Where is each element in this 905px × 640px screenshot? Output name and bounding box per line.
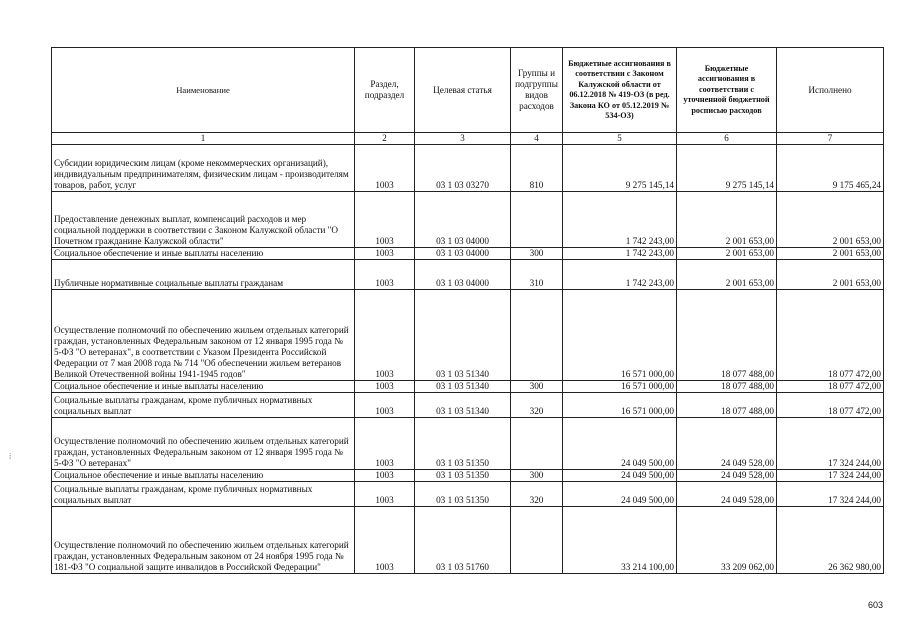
row-name: Социальное обеспечение и иные выплаты населению: [52, 470, 355, 482]
column-number: 4: [511, 133, 563, 145]
row-budget-revised: 33 209 062,00: [677, 507, 777, 574]
row-budget-law: 24 049 500,00: [563, 470, 677, 482]
row-article: 03 1 03 04000: [415, 260, 511, 290]
row-group: 320: [511, 393, 563, 418]
row-budget-revised: 2 001 653,00: [677, 192, 777, 248]
row-section: 1003: [355, 418, 415, 470]
row-group: [511, 507, 563, 574]
row-group: [511, 290, 563, 381]
row-budget-law: 24 049 500,00: [563, 418, 677, 470]
header-name: Наименование: [52, 48, 355, 133]
column-number: 1: [52, 133, 355, 145]
table-row: [52, 507, 884, 574]
row-budget-law: 1 742 243,00: [563, 260, 677, 290]
row-executed: 9 175 465,24: [777, 145, 884, 192]
row-budget-law: 24 049 500,00: [563, 482, 677, 507]
row-article: 03 1 03 51350: [415, 470, 511, 482]
row-article: 03 1 03 51350: [415, 418, 511, 470]
row-budget-law: 16 571 000,00: [563, 381, 677, 393]
column-number: 3: [415, 133, 511, 145]
row-group: 810: [511, 145, 563, 192]
scan-margin-mark: ⁞: [9, 452, 12, 461]
row-article: 03 1 03 51340: [415, 393, 511, 418]
row-budget-revised: 18 077 488,00: [677, 381, 777, 393]
row-budget-law: 16 571 000,00: [563, 290, 677, 381]
row-group: [511, 418, 563, 470]
row-section: 1003: [355, 248, 415, 260]
row-executed: 2 001 653,00: [777, 260, 884, 290]
table-row: [52, 470, 884, 482]
header-budget-revised: Бюджетные ассигнования в соответствии с уточненной бюджетной росписью расходов: [677, 48, 777, 133]
row-section: 1003: [355, 470, 415, 482]
row-section: 1003: [355, 507, 415, 574]
row-budget-revised: 2 001 653,00: [677, 248, 777, 260]
table-row: [52, 260, 884, 290]
row-section: 1003: [355, 290, 415, 381]
row-budget-law: 1 742 243,00: [563, 192, 677, 248]
column-number: 2: [355, 133, 415, 145]
row-name: Социальные выплаты гражданам, кроме публичных нормативных социальных выплат: [52, 482, 355, 507]
row-executed: 17 324 244,00: [777, 482, 884, 507]
row-executed: 2 001 653,00: [777, 248, 884, 260]
row-executed: 26 362 980,00: [777, 507, 884, 574]
column-number: 7: [777, 133, 884, 145]
row-budget-revised: 9 275 145,14: [677, 145, 777, 192]
row-budget-revised: 18 077 488,00: [677, 393, 777, 418]
row-budget-revised: 24 049 528,00: [677, 482, 777, 507]
row-name: Социальное обеспечение и иные выплаты населению: [52, 248, 355, 260]
row-executed: 2 001 653,00: [777, 192, 884, 248]
row-section: 1003: [355, 192, 415, 248]
row-group: 300: [511, 470, 563, 482]
table-row: [52, 418, 884, 470]
row-name: Осуществление полномочий по обеспечению жильем отдельных категорий граждан, установленных Федеральным законом от 24 ноября 1995 года № 181-ФЗ "О социальной защите инвалидов в Российской Федерации": [52, 507, 355, 574]
row-group: 300: [511, 248, 563, 260]
row-budget-revised: 18 077 488,00: [677, 290, 777, 381]
header-target-article: Целевая статья: [415, 48, 511, 133]
row-executed: 18 077 472,00: [777, 290, 884, 381]
row-budget-revised: 2 001 653,00: [677, 260, 777, 290]
row-name: Социальное обеспечение и иные выплаты населению: [52, 381, 355, 393]
row-group: [511, 192, 563, 248]
row-name: Предоставление денежных выплат, компенсаций расходов и мер социальной поддержки в соответствии с Законом Калужской области "О Почетном гражданине Калужской области": [52, 192, 355, 248]
row-budget-law: 16 571 000,00: [563, 393, 677, 418]
header-row: [52, 48, 884, 133]
table-row: [52, 290, 884, 381]
row-article: 03 1 03 51340: [415, 290, 511, 381]
page-number: 603: [867, 600, 883, 610]
row-article: 03 1 03 04000: [415, 248, 511, 260]
row-article: 03 1 03 03270: [415, 145, 511, 192]
column-number-row: [52, 133, 884, 145]
table-row: [52, 145, 884, 192]
row-executed: 18 077 472,00: [777, 393, 884, 418]
row-name: Социальные выплаты гражданам, кроме публичных нормативных социальных выплат: [52, 393, 355, 418]
row-article: 03 1 03 51340: [415, 381, 511, 393]
row-name: Публичные нормативные социальные выплаты гражданам: [52, 260, 355, 290]
row-budget-revised: 24 049 528,00: [677, 418, 777, 470]
row-article: 03 1 03 51760: [415, 507, 511, 574]
row-budget-law: 33 214 100,00: [563, 507, 677, 574]
row-name: Осуществление полномочий по обеспечению жильем отдельных категорий граждан, установленных Федеральным законом от 12 января 1995 года № 5-ФЗ "О ветеранах": [52, 418, 355, 470]
table-row: [52, 192, 884, 248]
row-section: 1003: [355, 393, 415, 418]
table-row: [52, 393, 884, 418]
header-section: Раздел, подраздел: [355, 48, 415, 133]
budget-execution-table: [51, 47, 884, 574]
table-row: [52, 248, 884, 260]
row-executed: 17 324 244,00: [777, 418, 884, 470]
row-article: 03 1 03 51350: [415, 482, 511, 507]
column-number: 6: [677, 133, 777, 145]
row-group: 300: [511, 381, 563, 393]
column-number: 5: [563, 133, 677, 145]
row-section: 1003: [355, 381, 415, 393]
row-name: Осуществление полномочий по обеспечению жильем отдельных категорий граждан, установленных Федеральным законом от 12 января 1995 года № 5-ФЗ "О ветеранах", в соответствии с Указом Президента Российской Федерации от 7 мая 2008 года № 714 "Об обеспечении жильем ветеранов Великой Отечественной войны 1941-1945 годов": [52, 290, 355, 381]
header-expense-group: Группы и подгруппы видов расходов: [511, 48, 563, 133]
row-executed: 18 077 472,00: [777, 381, 884, 393]
row-name: Субсидии юридическим лицам (кроме некоммерческих организаций), индивидуальным предпринимателям, физическим лицам - производителям товаров, работ, услуг: [52, 145, 355, 192]
row-section: 1003: [355, 145, 415, 192]
header-budget-law: Бюджетные ассигнования в соответствии с Законом Калужской области от 06.12.2018 № 419-ОЗ (в ред. Закона КО от 05.12.2019 № 534-ОЗ): [563, 48, 677, 133]
row-budget-law: 9 275 145,14: [563, 145, 677, 192]
row-group: 320: [511, 482, 563, 507]
table-row: [52, 381, 884, 393]
row-article: 03 1 03 04000: [415, 192, 511, 248]
row-budget-revised: 24 049 528,00: [677, 470, 777, 482]
row-executed: 17 324 244,00: [777, 470, 884, 482]
header-executed: Исполнено: [777, 48, 884, 133]
table-row: [52, 482, 884, 507]
row-section: 1003: [355, 260, 415, 290]
row-budget-law: 1 742 243,00: [563, 248, 677, 260]
row-section: 1003: [355, 482, 415, 507]
row-group: 310: [511, 260, 563, 290]
